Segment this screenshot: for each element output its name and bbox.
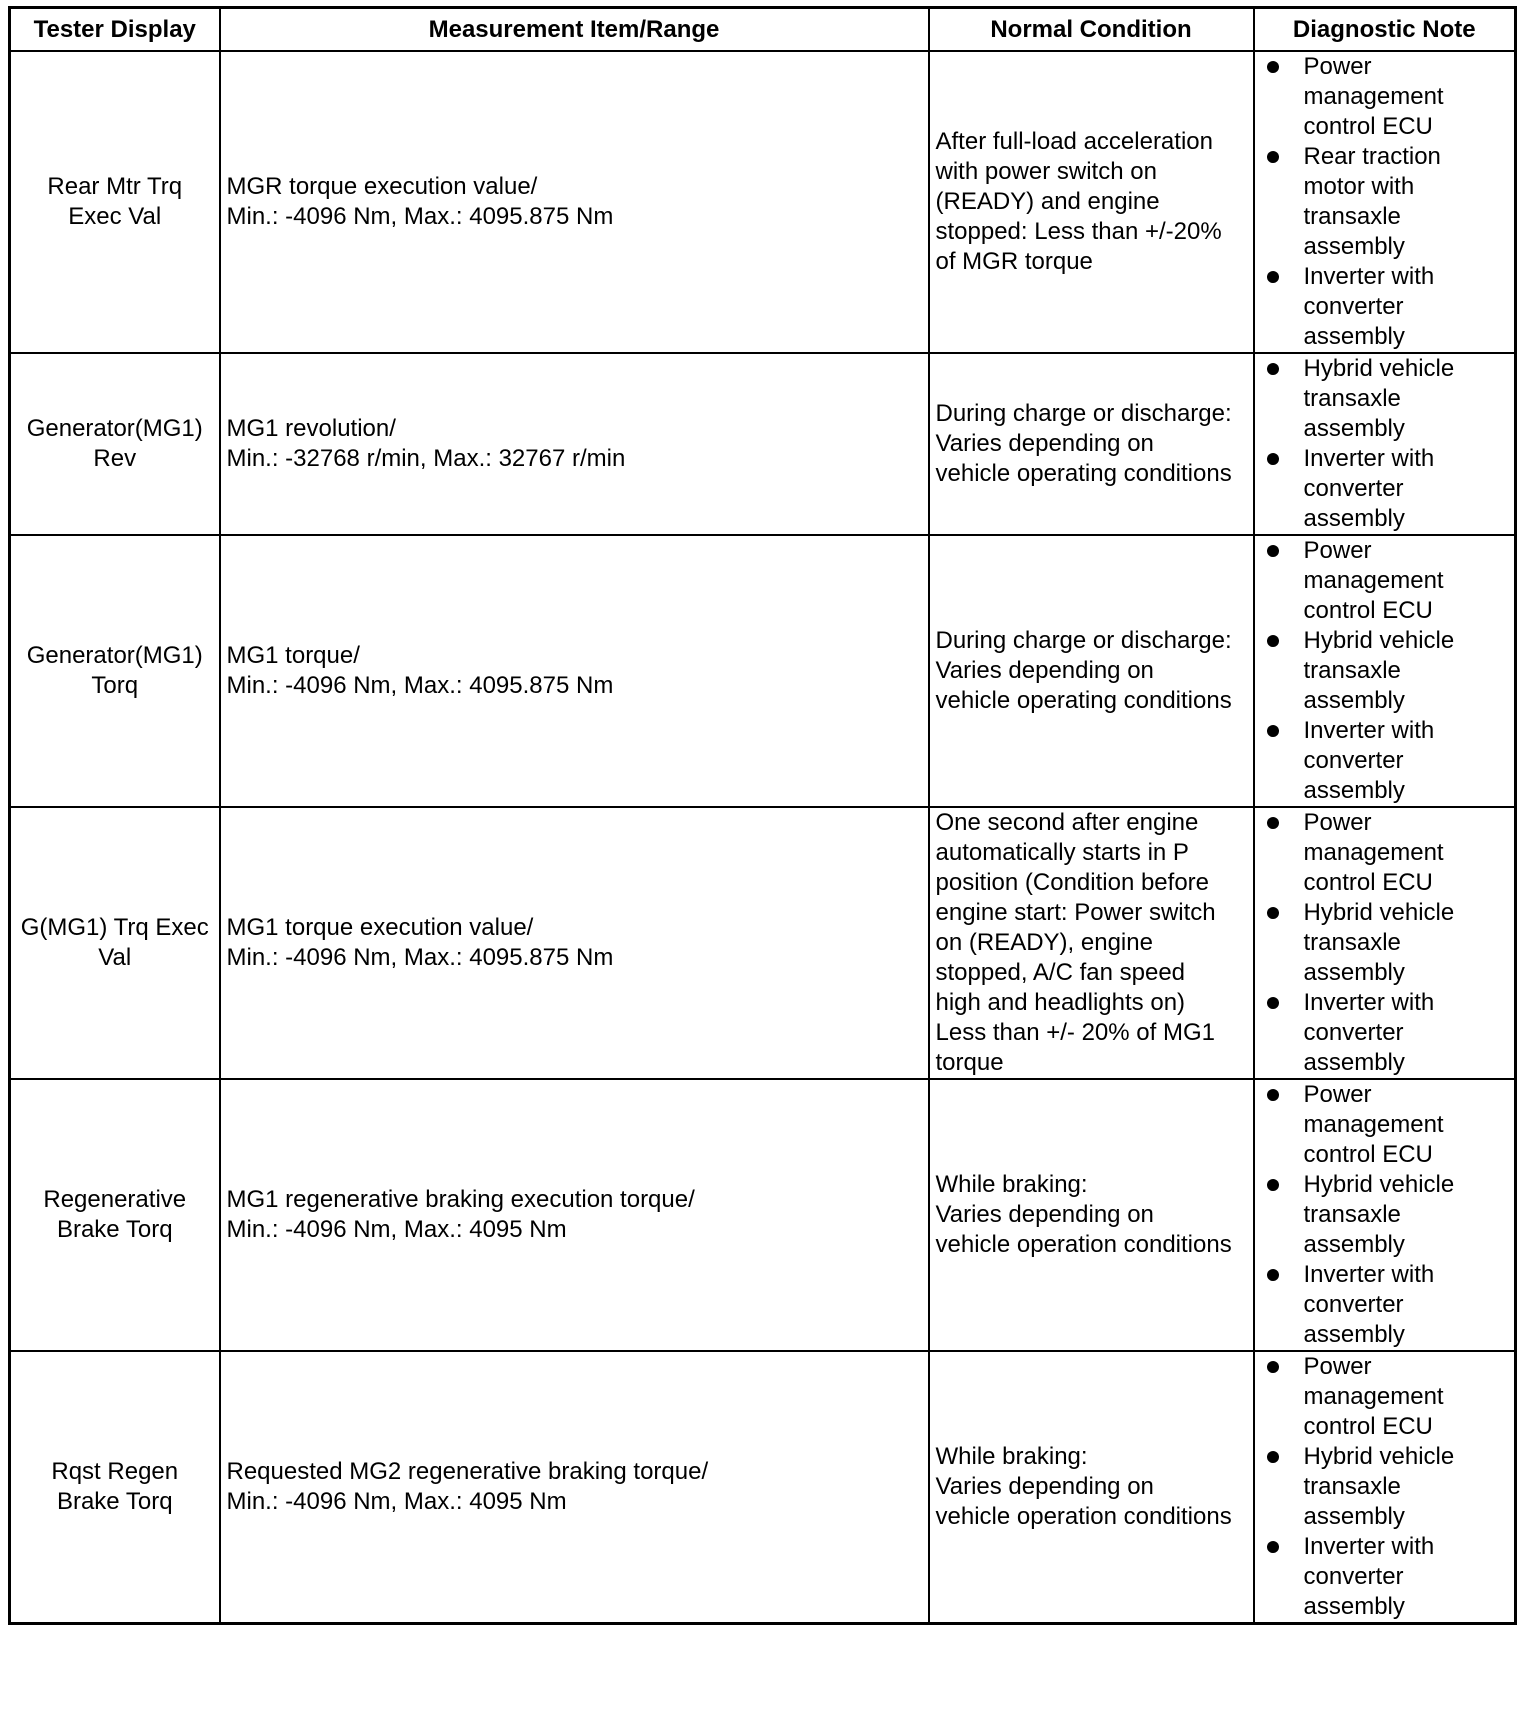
measurement-cell [220, 1079, 929, 1351]
diagnostic-note-item [1261, 626, 1509, 716]
diagnostic-note-line: transaxle [1303, 1201, 1401, 1228]
diagnostic-note-item [1261, 988, 1509, 1078]
header-tester-display: Tester Display [10, 8, 220, 52]
diagnostic-note-line: converter [1303, 293, 1404, 320]
normal-condition-line: stopped, A/C fan speed [935, 959, 1186, 986]
tester-display-line: Torq [91, 672, 139, 699]
table-body [10, 51, 1516, 1624]
normal-condition-cell [929, 807, 1254, 1079]
diagnostic-note-line: Power [1303, 1353, 1372, 1380]
diagnostic-note-line: assembly [1303, 959, 1405, 986]
tester-display-line: Brake Torq [56, 1216, 173, 1243]
header-measurement: Measurement Item/Range [220, 8, 929, 52]
normal-condition-line: Less than +/- 20% of MG1 [935, 1019, 1215, 1046]
normal-condition-line: vehicle operating conditions [935, 687, 1232, 714]
measurement-line: MG1 torque execution value/ [226, 914, 534, 941]
normal-condition-line: One second after engine [935, 809, 1199, 836]
diagnostic-note-cell [1254, 807, 1516, 1079]
normal-condition-line: vehicle operation conditions [935, 1231, 1232, 1258]
tester-display-cell [10, 807, 220, 1079]
diagnostic-note-line: assembly [1303, 1231, 1405, 1258]
table-row [10, 535, 1516, 807]
normal-condition-cell [929, 353, 1254, 535]
measurement-line: MG1 regenerative braking execution torque/ [226, 1186, 695, 1213]
diagnostic-note-line: Inverter with [1303, 989, 1435, 1016]
diagnostic-note-line: motor with [1303, 173, 1415, 200]
tester-display-line: Regenerative [43, 1186, 187, 1213]
diagnostic-note-line: management [1303, 1111, 1444, 1138]
diagnostic-note-line: transaxle [1303, 1473, 1401, 1500]
measurement-line: Min.: -4096 Nm, Max.: 4095.875 Nm [226, 672, 614, 699]
diagnostic-note-list [1261, 52, 1509, 352]
diagnostic-note-line: control ECU [1303, 869, 1433, 896]
measurement-line: Min.: -4096 Nm, Max.: 4095 Nm [226, 1488, 567, 1515]
diagnostic-note-cell [1254, 51, 1516, 353]
normal-condition-line: After full-load acceleration [935, 128, 1213, 155]
normal-condition-line: While braking: [935, 1443, 1088, 1470]
diagnostic-note-line: Inverter with [1303, 717, 1435, 744]
measurement-line: Requested MG2 regenerative braking torque/ [226, 1458, 709, 1485]
diagnostic-note-list [1261, 1080, 1509, 1350]
diagnostic-note-line: Inverter with [1303, 1261, 1435, 1288]
diagnostic-note-line: assembly [1303, 1049, 1405, 1076]
tester-display-line: Rear Mtr Trq [47, 173, 183, 200]
diagnostic-note-line: assembly [1303, 505, 1405, 532]
measurement-line: MG1 torque/ [226, 642, 360, 669]
diagnostic-note-cell [1254, 1351, 1516, 1624]
measurement-line: Min.: -32768 r/min, Max.: 32767 r/min [226, 445, 626, 472]
diagnostic-note-line: transaxle [1303, 929, 1401, 956]
normal-condition-line: During charge or discharge: [935, 400, 1232, 427]
diagnostic-note-line: management [1303, 839, 1444, 866]
table-header-row [10, 8, 1516, 52]
diagnostic-note-line: converter [1303, 1019, 1404, 1046]
normal-condition-line: automatically starts in P [935, 839, 1189, 866]
diagnostic-note-item [1261, 1260, 1509, 1350]
diagnostic-note-list [1261, 1352, 1509, 1622]
diagnostic-note-line: management [1303, 1383, 1444, 1410]
diagnostic-note-line: transaxle [1303, 385, 1401, 412]
diagnostic-note-item [1261, 1532, 1509, 1622]
tester-display-line: Generator(MG1) [26, 415, 203, 442]
table-row [10, 1351, 1516, 1624]
header-diagnostic-note: Diagnostic Note [1254, 8, 1516, 52]
measurement-cell [220, 535, 929, 807]
diagnostic-note-list [1261, 536, 1509, 806]
diagnostic-note-line: Power [1303, 809, 1372, 836]
normal-condition-line: Varies depending on [935, 430, 1154, 457]
diagnostic-note-line: management [1303, 567, 1444, 594]
diagnostic-note-item [1261, 898, 1509, 988]
diagnostic-note-list [1261, 808, 1509, 1078]
measurement-line: MGR torque execution value/ [226, 173, 538, 200]
diagnostic-note-line: control ECU [1303, 1413, 1433, 1440]
diagnostic-note-item [1261, 716, 1509, 806]
tester-display-line: Val [98, 944, 132, 971]
tester-display-line: Rqst Regen [51, 1458, 179, 1485]
diagnostic-note-line: assembly [1303, 687, 1405, 714]
normal-condition-line: Varies depending on [935, 1201, 1154, 1228]
tester-display-line: G(MG1) Trq Exec [20, 914, 209, 941]
diagnostic-note-cell [1254, 1079, 1516, 1351]
diagnostic-note-line: Inverter with [1303, 445, 1435, 472]
diagnostic-note-line: Hybrid vehicle [1303, 627, 1455, 654]
diagnostic-note-line: Hybrid vehicle [1303, 899, 1455, 926]
normal-condition-line: During charge or discharge: [935, 627, 1232, 654]
normal-condition-cell [929, 51, 1254, 353]
normal-condition-line: on (READY), engine [935, 929, 1153, 956]
tester-display-cell [10, 535, 220, 807]
normal-condition-line: high and headlights on) [935, 989, 1186, 1016]
normal-condition-line: vehicle operation conditions [935, 1503, 1232, 1530]
measurement-line: Min.: -4096 Nm, Max.: 4095.875 Nm [226, 203, 614, 230]
tester-display-cell [10, 1079, 220, 1351]
tester-display-line: Rev [93, 445, 137, 472]
diagnostic-note-cell [1254, 353, 1516, 535]
normal-condition-line: Varies depending on [935, 1473, 1154, 1500]
diagnostic-note-list [1261, 354, 1509, 534]
diagnostic-note-item [1261, 1170, 1509, 1260]
normal-condition-line: While braking: [935, 1171, 1088, 1198]
diagnostic-note-item [1261, 808, 1509, 898]
normal-condition-line: (READY) and engine [935, 188, 1160, 215]
diagnostic-note-item [1261, 1442, 1509, 1532]
diagnostic-note-line: Inverter with [1303, 263, 1435, 290]
normal-condition-line: of MGR torque [935, 248, 1093, 275]
normal-condition-line: torque [935, 1049, 1004, 1076]
diagnostic-note-line: assembly [1303, 777, 1405, 804]
diagnostic-note-line: control ECU [1303, 597, 1433, 624]
table-row [10, 1079, 1516, 1351]
table-row [10, 51, 1516, 353]
diagnostic-note-line: assembly [1303, 323, 1405, 350]
normal-condition-line: vehicle operating conditions [935, 460, 1232, 487]
diagnostic-note-item [1261, 536, 1509, 626]
diagnostic-note-line: assembly [1303, 415, 1405, 442]
diagnostic-note-line: converter [1303, 475, 1404, 502]
diagnostic-note-line: control ECU [1303, 113, 1433, 140]
measurement-line: MG1 revolution/ [226, 415, 396, 442]
diagnostic-note-item [1261, 354, 1509, 444]
diagnostic-note-cell [1254, 535, 1516, 807]
diagnostic-note-line: assembly [1303, 1321, 1405, 1348]
diagnostic-note-line: transaxle [1303, 657, 1401, 684]
diagnostic-note-line: Hybrid vehicle [1303, 1171, 1455, 1198]
measurement-line: Min.: -4096 Nm, Max.: 4095.875 Nm [226, 944, 614, 971]
tester-display-line: Generator(MG1) [26, 642, 203, 669]
normal-condition-cell [929, 1079, 1254, 1351]
measurement-line: Min.: -4096 Nm, Max.: 4095 Nm [226, 1216, 567, 1243]
diagnostic-note-line: Hybrid vehicle [1303, 355, 1455, 382]
diagnostic-note-line: assembly [1303, 1503, 1405, 1530]
table-row [10, 807, 1516, 1079]
header-normal-condition: Normal Condition [929, 8, 1254, 52]
normal-condition-cell [929, 1351, 1254, 1624]
measurement-cell [220, 51, 929, 353]
diagnostic-note-item [1261, 262, 1509, 352]
tester-display-cell [10, 1351, 220, 1624]
diagnostic-note-line: Rear traction [1303, 143, 1441, 170]
tester-display-line: Brake Torq [56, 1488, 173, 1515]
diagnostic-note-line: Power [1303, 53, 1372, 80]
measurement-cell [220, 1351, 929, 1624]
table-row [10, 353, 1516, 535]
diagnostic-note-line: control ECU [1303, 1141, 1433, 1168]
diagnostic-note-line: converter [1303, 1563, 1404, 1590]
normal-condition-line: engine start: Power switch [935, 899, 1216, 926]
diagnostic-note-line: Hybrid vehicle [1303, 1443, 1455, 1470]
diagnostic-note-item [1261, 444, 1509, 534]
normal-condition-line: with power switch on [935, 158, 1157, 185]
measurement-cell [220, 353, 929, 535]
normal-condition-line: position (Condition before [935, 869, 1210, 896]
diagnostic-note-line: transaxle [1303, 203, 1401, 230]
diagnostic-note-line: Power [1303, 1081, 1372, 1108]
diagnostic-note-line: Inverter with [1303, 1533, 1435, 1560]
tester-display-cell [10, 51, 220, 353]
normal-condition-cell [929, 535, 1254, 807]
diagnostic-note-line: converter [1303, 1291, 1404, 1318]
diagnostic-note-line: assembly [1303, 1593, 1405, 1620]
tester-display-line: Exec Val [68, 203, 162, 230]
diagnostic-note-line: Power [1303, 537, 1372, 564]
normal-condition-line: Varies depending on [935, 657, 1154, 684]
measurement-cell [220, 807, 929, 1079]
diagnostic-note-item [1261, 1352, 1509, 1442]
normal-condition-line: stopped: Less than +/-20% [935, 218, 1222, 245]
diagnostic-note-item [1261, 52, 1509, 142]
diagnostic-note-line: converter [1303, 747, 1404, 774]
diagnostic-note-item [1261, 1080, 1509, 1170]
data-list-table [8, 6, 1517, 1625]
diagnostic-note-line: management [1303, 83, 1444, 110]
diagnostic-note-item [1261, 142, 1509, 262]
diagnostic-note-line: assembly [1303, 233, 1405, 260]
tester-display-cell [10, 353, 220, 535]
